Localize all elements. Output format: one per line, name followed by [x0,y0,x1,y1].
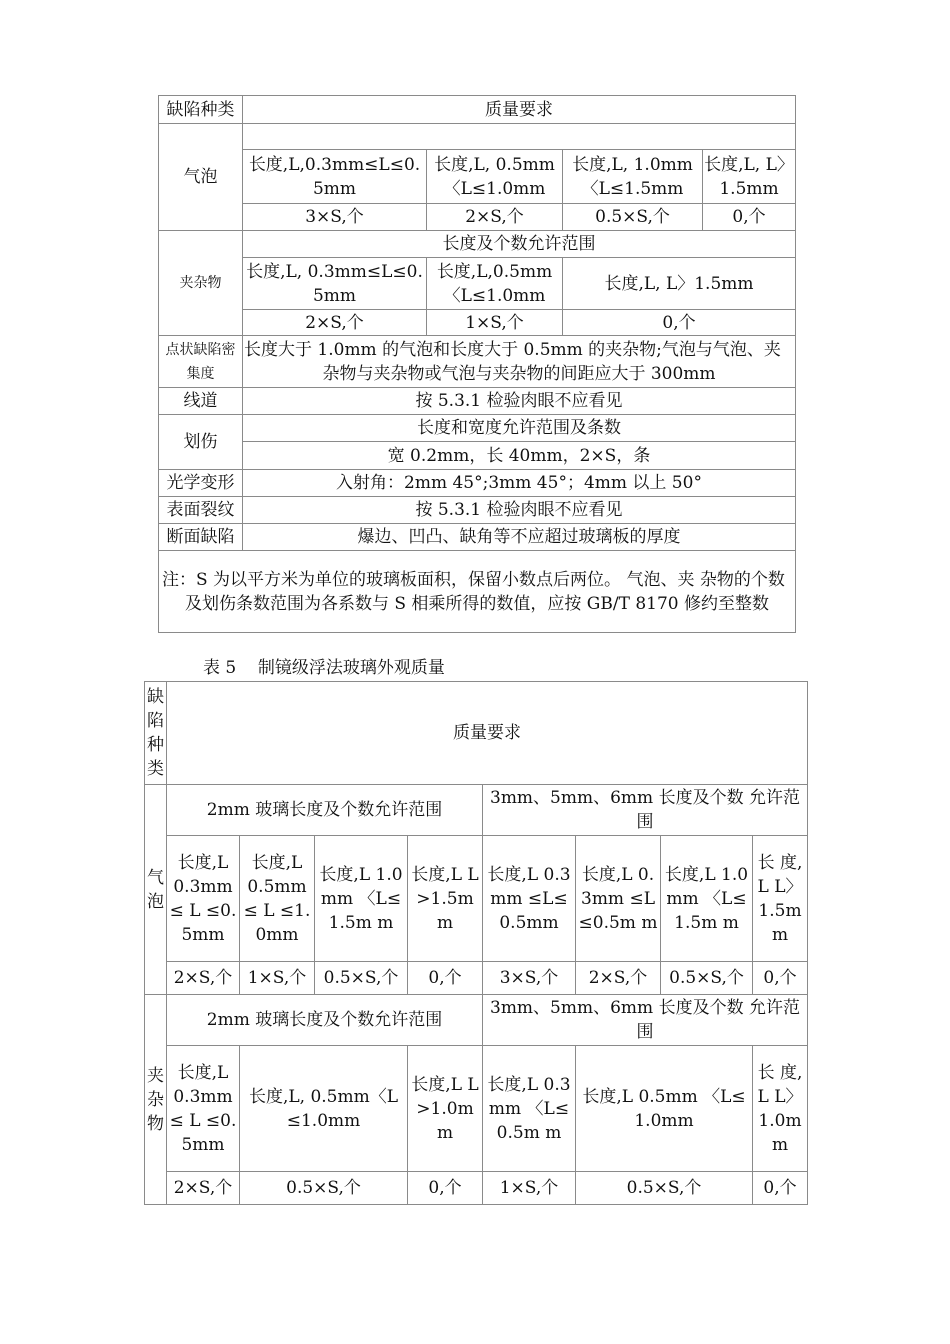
inclusion-val-3: 0,个 [563,310,796,336]
t5-inclusion-val-3: 0,个 [408,1172,483,1205]
t5-bubble-col-7: 长度,L 1.0mm 〈L≤1.5m m [661,836,753,962]
scratch-range-title: 长度和宽度允许范围及条数 [243,415,796,442]
header-quality-requirement: 质量要求 [243,96,796,124]
t5-bubble-val-1: 2×S,个 [167,962,240,995]
crack-text: 按 5.3.1 检验肉眼不应看见 [243,497,796,524]
t5-bubble-group-2mm: 2mm 玻璃长度及个数允许范围 [167,785,483,836]
t5-bubble-col-4: 长度,L L>1.5m m [408,836,483,962]
optical-text: 入射角：2mm 45°;3mm 45°；4mm 以上 50° [243,470,796,497]
t5-bubble-col-3: 长度,L 1.0mm 〈L≤1.5m m [315,836,408,962]
t5-header-quality-requirement: 质量要求 [167,682,808,785]
edge-label: 断面缺陷 [159,524,243,551]
line-label: 线道 [159,388,243,415]
t5-inclusion-col-6: 长 度,L L〉 1.0m m [753,1046,808,1172]
t5-bubble-val-6: 2×S,个 [576,962,661,995]
bubble-col-2: 长度,L, 0.5mm〈L≤1.0mm [427,150,563,204]
t5-inclusion-val-6: 0,个 [753,1172,808,1205]
t5-inclusion-label: 夹杂物 [145,995,167,1205]
bubble-val-3: 0.5×S,个 [563,204,703,231]
t5-bubble-col-2: 长度,L 0.5mm≤ L ≤1.0mm [240,836,315,962]
t5-bubble-col-6: 长度,L 0.3mm ≤L≤0.5m m [576,836,661,962]
inclusion-val-2: 1×S,个 [427,310,563,336]
t5-bubble-group-3-6mm: 3mm、5mm、6mm 长度及个数 允许范围 [483,785,808,836]
t5-bubble-val-5: 3×S,个 [483,962,576,995]
bubble-val-2: 2×S,个 [427,204,563,231]
inclusion-label: 夹杂物 [159,231,243,336]
table-note: 注：S 为以平方米为单位的玻璃板面积，保留小数点后两位。 气泡、夹 杂物的个数及划伤条数范围为各系数与 S 相乘所得的数值，应按 GB/T 8170 修约至整数 [159,551,796,633]
density-label: 点状缺陷密集度 [159,336,243,388]
defect-table-5 [144,681,808,1205]
defect-table-4 [158,95,796,633]
bubble-col-4: 长度,L, L〉1.5mm [703,150,796,204]
t5-inclusion-val-1: 2×S,个 [167,1172,240,1205]
t5-bubble-val-3: 0.5×S,个 [315,962,408,995]
inclusion-col-2: 长度,L,0.5mm〈L≤1.0mm [427,258,563,310]
t5-inclusion-col-5: 长度,L 0.5mm 〈L≤1.0mm [576,1046,753,1172]
edge-text: 爆边、凹凸、缺角等不应超过玻璃板的厚度 [243,524,796,551]
t5-inclusion-col-3: 长度,L L>1.0m m [408,1046,483,1172]
scratch-text: 宽 0.2mm，长 40mm，2×S，条 [243,442,796,470]
table-5-caption: 表 5 制镜级浮法玻璃外观质量 [203,658,445,678]
header-defect-type: 缺陷种类 [159,96,243,124]
t5-bubble-val-4: 0,个 [408,962,483,995]
bubble-val-1: 3×S,个 [243,204,427,231]
t5-bubble-col-8: 长 度,L L〉 1.5m m [753,836,808,962]
density-text: 长度大于 1.0mm 的气泡和长度大于 0.5mm 的夹杂物;气泡与气泡、夹杂物与夹杂物或气泡与夹杂物的间距应大于 300mm [243,336,796,388]
inclusion-col-3: 长度,L, L〉1.5mm [563,258,796,310]
t5-inclusion-group-2mm: 2mm 玻璃长度及个数允许范围 [167,995,483,1046]
t5-bubble-val-2: 1×S,个 [240,962,315,995]
t5-header-defect-type: 缺陷种类 [145,682,167,785]
inclusion-range-title: 长度及个数允许范围 [243,231,796,258]
t5-bubble-col-1: 长度,L 0.3mm≤ L ≤0.5mm [167,836,240,962]
t5-bubble-val-7: 0.5×S,个 [661,962,753,995]
bubble-empty-cell [243,124,796,150]
inclusion-val-1: 2×S,个 [243,310,427,336]
t5-bubble-label: 气泡 [145,785,167,995]
t5-inclusion-col-1: 长度,L 0.3mm≤ L ≤0.5mm [167,1046,240,1172]
t5-inclusion-col-2: 长度,L, 0.5mm〈L ≤1.0mm [240,1046,408,1172]
t5-inclusion-val-2: 0.5×S,个 [240,1172,408,1205]
t5-inclusion-val-5: 0.5×S,个 [576,1172,753,1205]
crack-label: 表面裂纹 [159,497,243,524]
bubble-val-4: 0,个 [703,204,796,231]
t5-inclusion-col-4: 长度,L 0.3mm 〈L≤0.5m m [483,1046,576,1172]
t5-bubble-val-8: 0,个 [753,962,808,995]
bubble-label: 气泡 [159,124,243,231]
optical-label: 光学变形 [159,470,243,497]
scratch-label: 划伤 [159,415,243,470]
line-text: 按 5.3.1 检验肉眼不应看见 [243,388,796,415]
t5-bubble-col-5: 长度,L 0.3mm ≤L≤0.5mm [483,836,576,962]
t5-inclusion-val-4: 1×S,个 [483,1172,576,1205]
t5-inclusion-group-3-6mm: 3mm、5mm、6mm 长度及个数 允许范围 [483,995,808,1046]
inclusion-col-1: 长度,L, 0.3mm≤L≤0.5mm [243,258,427,310]
bubble-col-1: 长度,L,0.3mm≤L≤0.5mm [243,150,427,204]
bubble-col-3: 长度,L, 1.0mm〈L≤1.5mm [563,150,703,204]
